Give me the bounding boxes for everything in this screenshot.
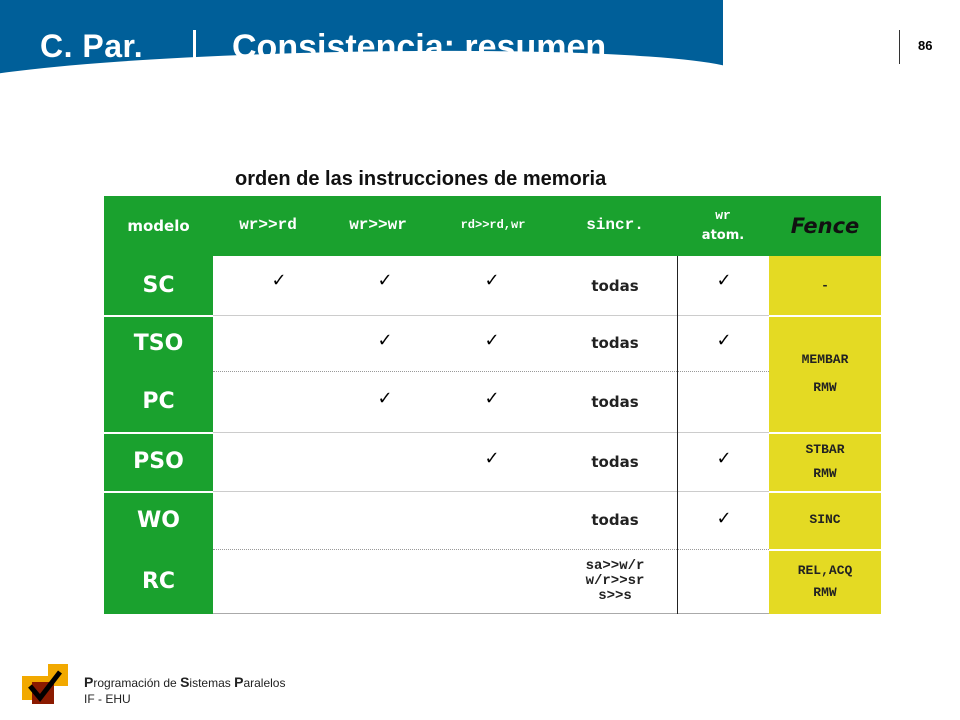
row-divider <box>213 432 769 433</box>
page-number: 86 <box>918 38 933 53</box>
fence-rc <box>769 549 881 614</box>
course-title: C. Par. <box>40 28 144 64</box>
sincr-pso: todas <box>591 452 639 471</box>
check-icon: ✓ <box>377 387 393 409</box>
check-icon: ✓ <box>716 447 732 469</box>
sincr-wo: todas <box>591 511 639 529</box>
col-header-wr-wr: wr>>wr <box>349 216 407 234</box>
row-divider <box>213 549 769 550</box>
slide-title: Consistencia: resumen <box>232 28 607 66</box>
university-logo <box>22 664 70 708</box>
col-header-wr-atom-line1: wr <box>715 208 731 223</box>
sincr-sc: todas <box>591 276 639 295</box>
table-title: orden de las instrucciones de memoria <box>235 168 607 190</box>
col-header-wr-rd: wr>>rd <box>239 216 297 234</box>
col-header-wr-atom <box>677 200 769 252</box>
sincr-rc-line2: w/r>>sr <box>585 573 645 589</box>
sincr-rc-line1: sa>>w/r <box>585 558 645 574</box>
sincr-border-right <box>677 256 678 614</box>
row-divider <box>213 491 769 492</box>
page-divider <box>899 30 900 64</box>
footer-line-2: IF - EHU <box>84 692 131 706</box>
row-divider <box>213 613 769 614</box>
fence-separator <box>769 549 881 551</box>
model-separator <box>104 315 213 317</box>
check-icon: ✓ <box>716 329 732 351</box>
fence-pso <box>769 432 881 491</box>
check-icon: ✓ <box>716 269 732 291</box>
check-icon: ✓ <box>271 269 287 291</box>
fence-tso-pc-line1: MEMBAR <box>801 351 849 367</box>
col-header-model: modelo <box>104 196 213 256</box>
col-header-sincr: sincr. <box>586 216 644 234</box>
row-divider <box>213 315 769 316</box>
check-icon: ✓ <box>484 447 500 469</box>
fence-pso-line2: RMW <box>813 465 837 481</box>
fence-sc: - <box>769 256 881 315</box>
fence-wo: SINC <box>769 491 881 549</box>
fence-rc-line2: RMW <box>813 584 837 600</box>
model-pso: PSO <box>104 432 213 491</box>
row-divider <box>213 371 769 372</box>
check-icon: ✓ <box>484 387 500 409</box>
model-pc: PC <box>104 371 213 432</box>
fence-separator <box>769 432 881 434</box>
consistency-table <box>104 196 881 614</box>
sincr-pc: todas <box>591 392 639 411</box>
fence-separator <box>769 315 881 317</box>
col-header-rd-rdwr: rd>>rd,wr <box>460 218 526 232</box>
model-separator <box>104 491 213 493</box>
col-header-wr-atom-line2: atom. <box>701 228 745 243</box>
sincr-rc <box>553 549 677 614</box>
fence-separator <box>769 491 881 493</box>
model-separator <box>104 432 213 434</box>
model-tso: TSO <box>104 315 213 371</box>
check-icon: ✓ <box>377 329 393 351</box>
sincr-tso: todas <box>591 334 639 352</box>
model-wo: WO <box>104 491 213 549</box>
fence-tso-pc-line2: RMW <box>813 379 837 395</box>
fence-tso-pc <box>769 315 881 432</box>
fence-pso-line1: STBAR <box>805 441 845 457</box>
check-icon: ✓ <box>716 507 732 529</box>
col-header-fence: Fence <box>769 196 881 256</box>
check-icon: ✓ <box>377 269 393 291</box>
sincr-rc-line3: s>>s <box>598 588 632 604</box>
check-icon: ✓ <box>484 329 500 351</box>
footer-line-1: Programación de Sistemas Paralelos <box>84 674 286 690</box>
model-rc: RC <box>104 549 213 614</box>
check-icon: ✓ <box>484 269 500 291</box>
fence-rc-line1: REL,ACQ <box>797 562 853 578</box>
footer-text <box>84 674 285 707</box>
model-sc: SC <box>104 256 213 315</box>
header-divider <box>193 30 196 64</box>
